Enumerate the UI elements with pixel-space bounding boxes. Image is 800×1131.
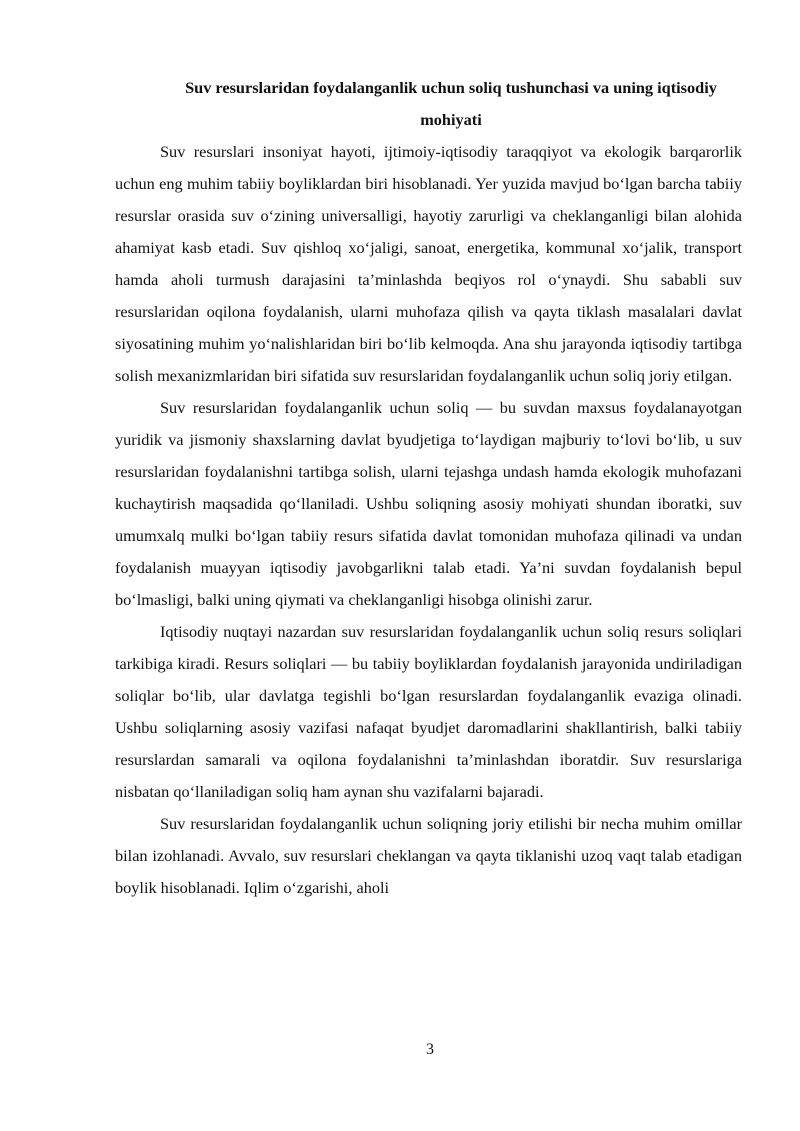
paragraph-4: Suv resurslaridan foydalanganlik uchun soliqning joriy etilishi bir necha muhim omillar bilan izohlanadi. Avvalo, suv resurslari cheklangan va qayta tiklanishi uzoq vaqt talab etadigan boylik hisoblanadi. Iqlim o‘zgarishi, aholi (115, 814, 742, 897)
page-content (115, 72, 742, 904)
paragraph-1: Suv resurslari insoniyat hayoti, ijtimoiy-iqtisodiy taraqqiyot va ekologik barqarorlik uchun eng muhim tabiiy boyliklardan biri hisoblanadi. Yer yuzida mavjud bo‘lgan barcha tabiiy resurslar orasida suv o‘zining universalligi, hayotiy zarurligi va cheklanganligi bilan alohida ahamiyat kasb etadi. Suv qishloq xo‘jaligi, sanoat, energetika, kommunal xo‘jalik, transport hamda aholi turmush darajasini ta’minlashda beqiyos rol o‘ynaydi. Shu sababli suv resurslaridan oqilona foydalanish, ularni muhofaza qilish va qayta tiklash masalalari davlat siyosatining muhim yo‘nalishlaridan biri bo‘lib kelmoqda. Ana shu jarayonda iqtisodiy tartibga solish mexanizmlaridan biri sifatida suv resurslaridan foydalanganlik uchun soliq joriy etilgan. (115, 142, 742, 385)
paragraph-3: Iqtisodiy nuqtayi nazardan suv resurslaridan foydalanganlik uchun soliq resurs soliqlari tarkibiga kiradi. Resurs soliqlari — bu tabiiy boyliklardan foydalanish jarayonida undiriladigan soliqlar bo‘lib, ular davlatga tegishli bo‘lgan resurslardan foydalanganlik evaziga olinadi. Ushbu soliqlarning asosiy vazifasi nafaqat byudjet daromadlarini shakllantirish, balki tabiiy resurslardan samarali va oqilona foydalanishni ta’minlashdan iboratdir. Suv resurslariga nisbatan qo‘llaniladigan soliq ham aynan shu vazifalarni bajaradi. (115, 622, 742, 801)
paragraph-2: Suv resurslaridan foydalanganlik uchun soliq — bu suvdan maxsus foydalanayotgan yuridik va jismoniy shaxslarning davlat byudjetiga to‘laydigan majburiy to‘lovi bo‘lib, u suv resurslaridan foydalanishni tartibga solish, ularni tejashga undash hamda ekologik muhofazani kuchaytirish maqsadida qo‘llaniladi. Ushbu soliqning asosiy mohiyati shundan iboratki, suv umumxalq mulki bo‘lgan tabiiy resurs sifatida davlat tomonidan muhofaza qilinadi va undan foydalanish muayyan iqtisodiy javobgarlikni talab etadi. Ya’ni suvdan foydalanish bepul bo‘lmasligi, balki uning qiymati va cheklanganligi hisobga olinishi zarur. (115, 398, 742, 609)
document-title: Suv resurslaridan foydalanganlik uchun soliq tushunchasi va uning iqtisodiy mohiyati (185, 78, 717, 129)
page-number: 3 (426, 1041, 434, 1058)
